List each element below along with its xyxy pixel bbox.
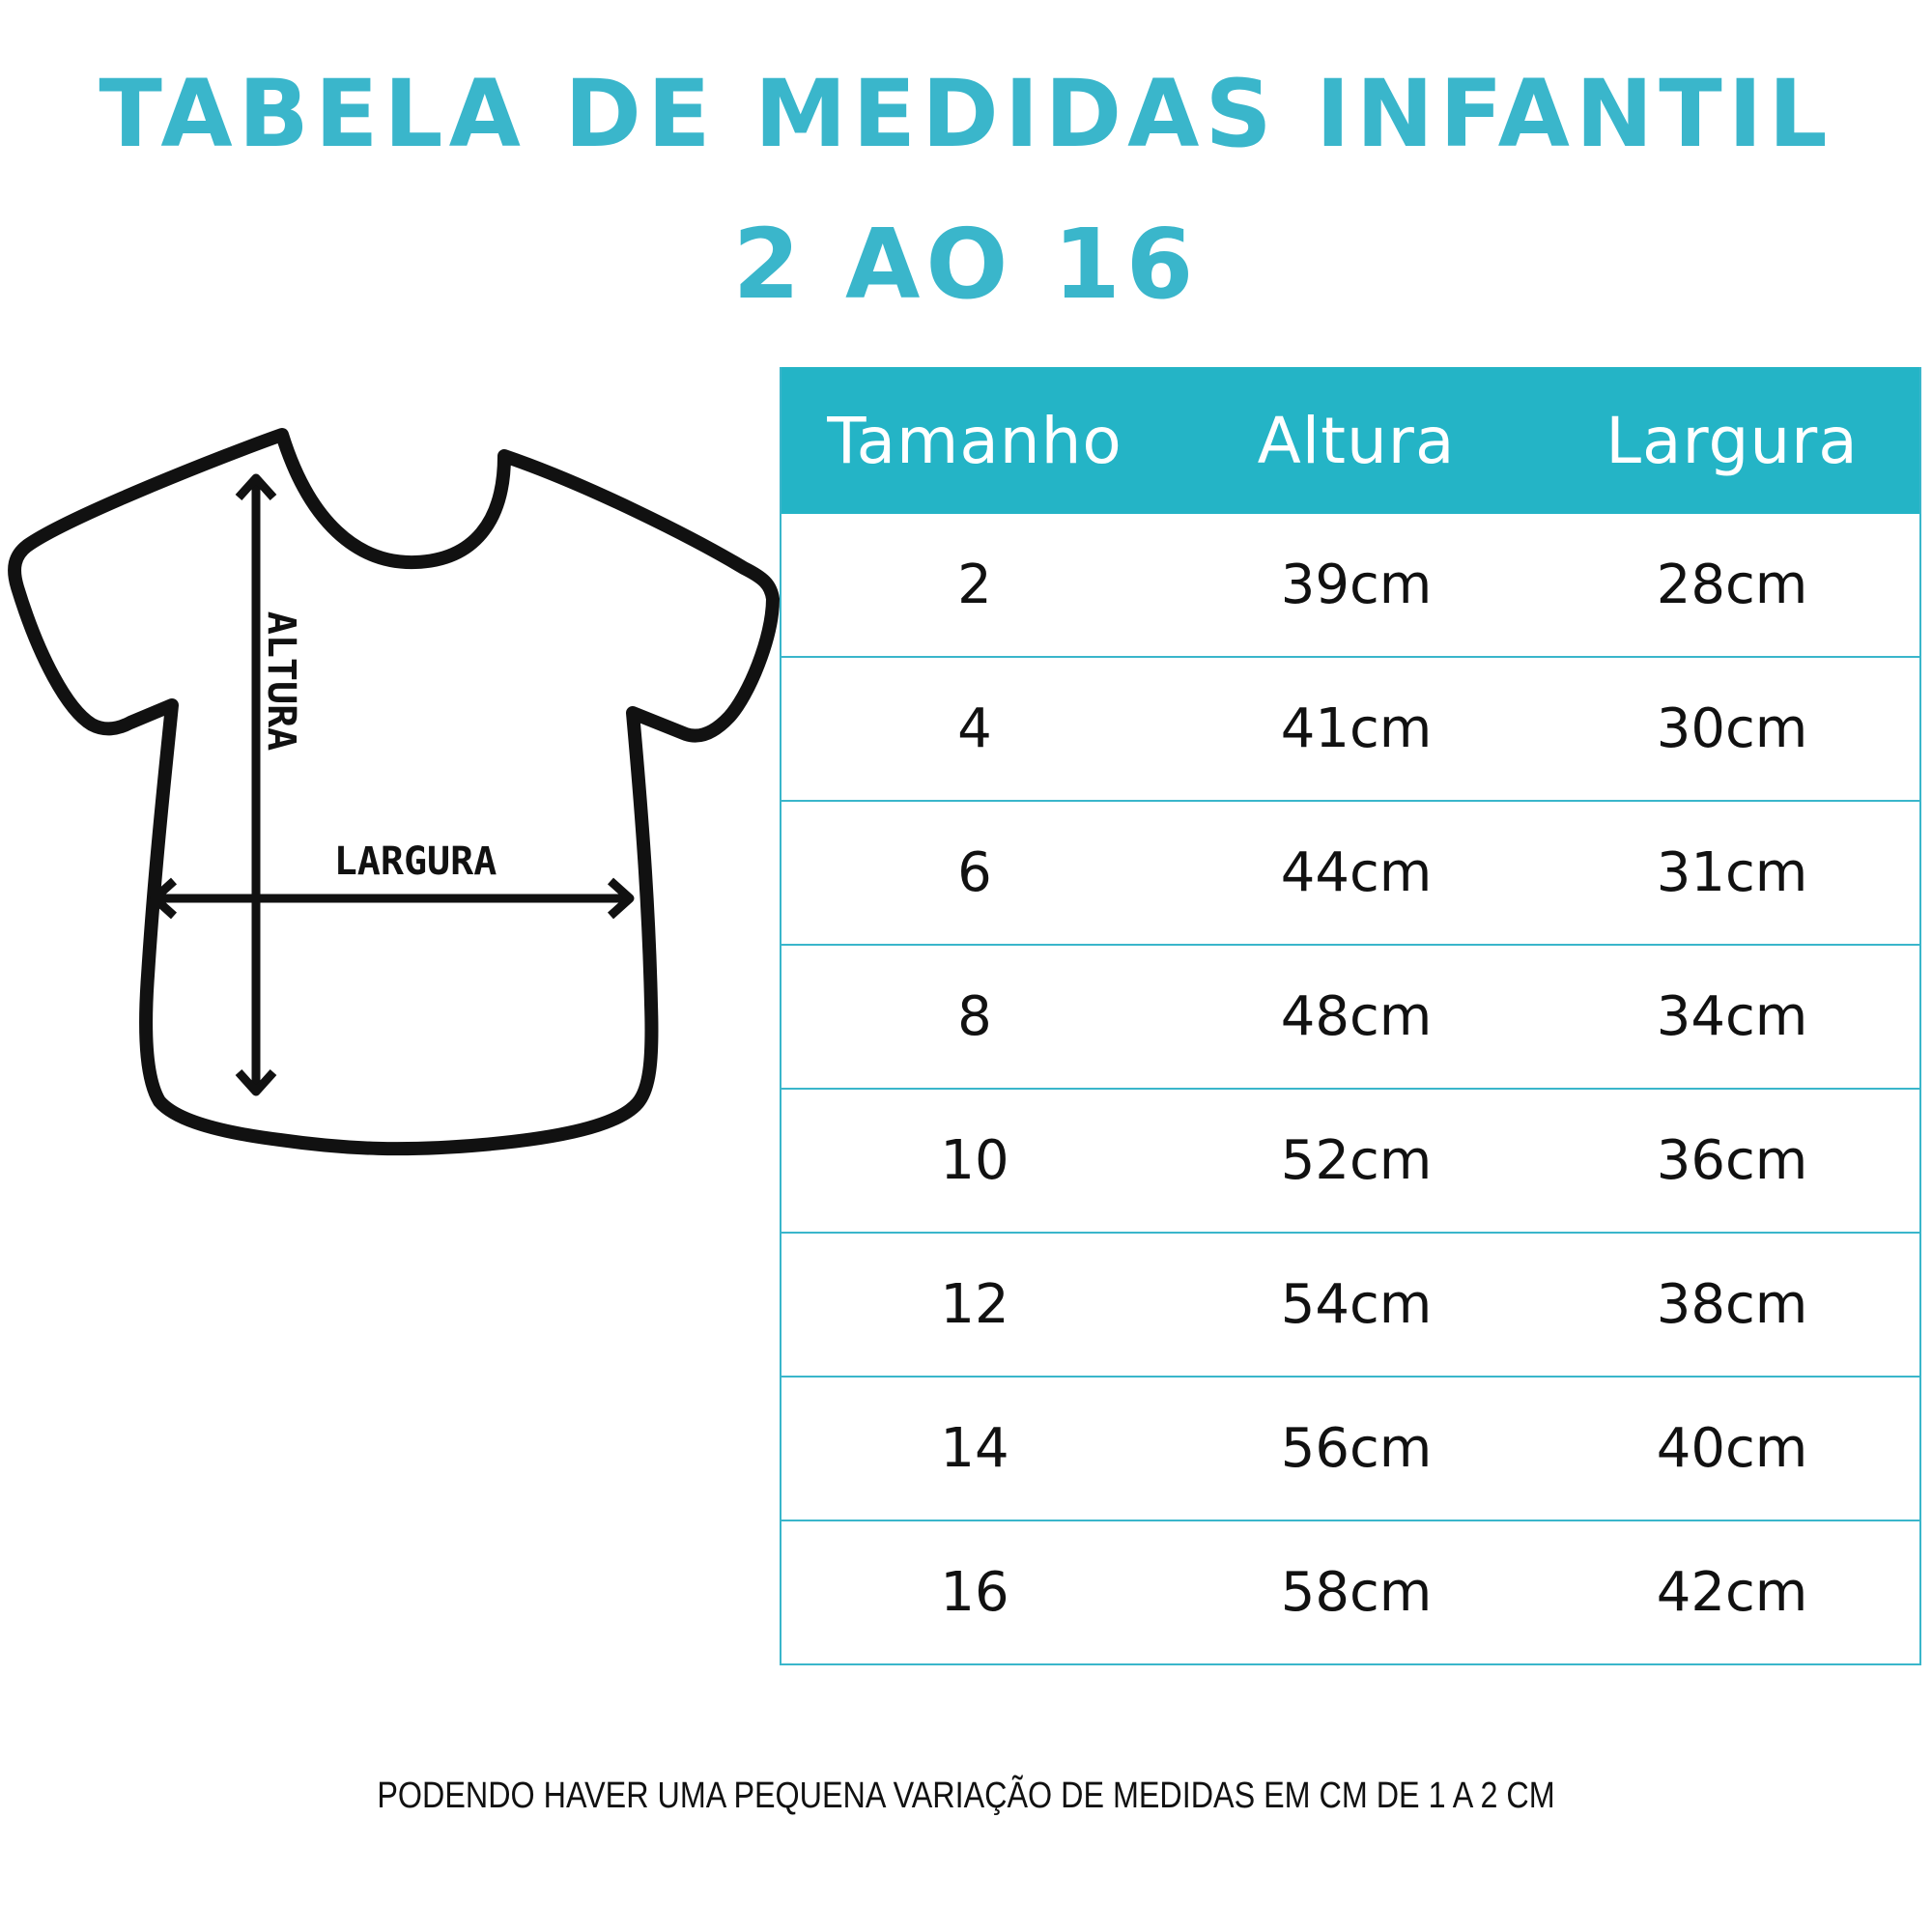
width-cell: 31cm	[1656, 841, 1808, 904]
size-cell: 16	[940, 1561, 1009, 1624]
width-cell: 42cm	[1656, 1561, 1808, 1624]
table-row	[781, 802, 1919, 946]
table-row	[781, 1234, 1919, 1378]
table-row	[781, 658, 1919, 802]
width-cell: 40cm	[1656, 1417, 1808, 1480]
height-cell: 48cm	[1280, 985, 1433, 1048]
height-cell: 52cm	[1280, 1129, 1433, 1192]
page-subtitle: 2 AO 16	[732, 208, 1200, 321]
page-title: TABELA DE MEDIDAS INFANTIL	[99, 60, 1833, 168]
footnote: PODENDO HAVER UMA PEQUENA VARIAÇÃO DE MEDIDAS EM CM DE 1 A 2 CM	[377, 1776, 1555, 1816]
size-table	[780, 367, 1921, 1665]
width-cell: 30cm	[1656, 697, 1808, 760]
height-cell: 41cm	[1280, 697, 1433, 760]
height-cell: 44cm	[1280, 841, 1433, 904]
table-row	[781, 1521, 1919, 1665]
height-cell: 58cm	[1280, 1561, 1433, 1624]
tshirt-diagram	[0, 415, 792, 1208]
table-row	[781, 946, 1919, 1090]
header-altura: Altura	[1257, 403, 1456, 478]
header-largura: Largura	[1605, 403, 1859, 478]
size-cell: 12	[940, 1273, 1009, 1336]
height-label: ALTURA	[259, 611, 303, 752]
width-cell: 34cm	[1656, 985, 1808, 1048]
size-cell: 6	[957, 841, 992, 904]
height-cell: 56cm	[1280, 1417, 1433, 1480]
header-tamanho: Tamanho	[827, 403, 1122, 478]
width-cell: 38cm	[1656, 1273, 1808, 1336]
height-cell: 54cm	[1280, 1273, 1433, 1336]
size-cell: 2	[957, 554, 992, 616]
table-row	[781, 1090, 1919, 1234]
table-header	[781, 367, 1919, 514]
table-row	[781, 514, 1919, 658]
size-cell: 10	[940, 1129, 1009, 1192]
tshirt-outline-icon	[14, 435, 773, 1149]
width-cell: 36cm	[1656, 1129, 1808, 1192]
width-cell: 28cm	[1656, 554, 1808, 616]
table-row	[781, 1378, 1919, 1521]
size-cell: 14	[940, 1417, 1009, 1480]
size-cell: 4	[957, 697, 992, 760]
height-cell: 39cm	[1280, 554, 1433, 616]
size-cell: 8	[957, 985, 992, 1048]
width-label: LARGURA	[333, 839, 497, 884]
